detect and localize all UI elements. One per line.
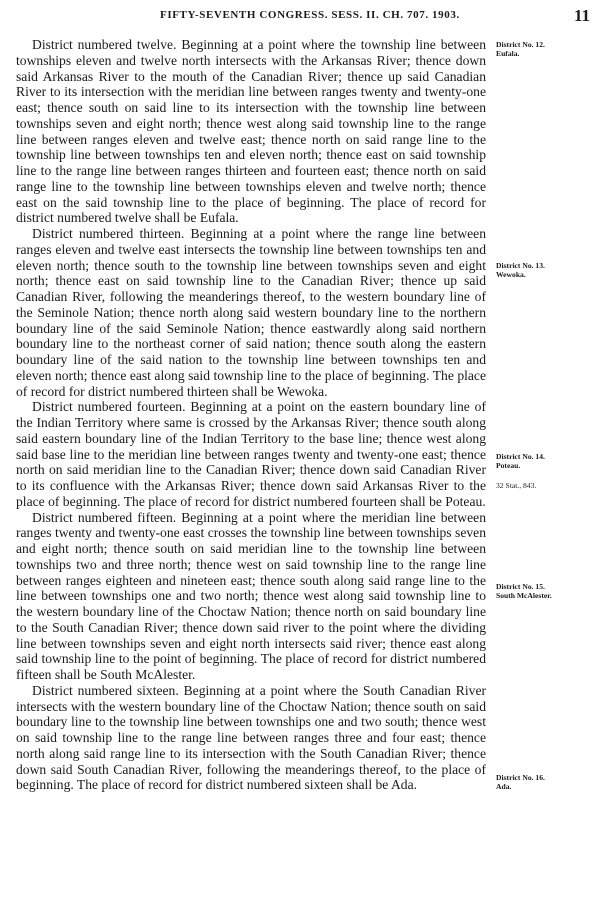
margin-notes [496, 0, 596, 916]
margin-note-district: District No. 12. [496, 40, 545, 49]
margin-note-place: South McAlester. [496, 591, 552, 600]
margin-note-district-16 [496, 773, 545, 791]
margin-note-place: Eufala. [496, 49, 520, 58]
body-text [16, 37, 486, 793]
margin-note-district-14 [496, 452, 545, 470]
margin-note-district: District No. 15. [496, 582, 545, 591]
margin-note-district-15 [496, 582, 552, 600]
margin-note-district-13 [496, 261, 545, 279]
paragraph-district-12: District numbered twelve. Beginning at a point where the township line between townships eleven and twelve north intersects with the Arkansas River; thence down said Arkansas River to the mouth of the Canadian River; thence up said Canadian River to its intersection with the meridian line between ranges twenty and twenty-one east; thence south on said line to its intersection with the township line between townships seven and eight north; thence west along said township line to the range line between ranges eleven and twelve east; thence north on said range line to the township line between townships ten and eleven north; thence east on said township line to the range line between ranges thirteen and fourteen east; thence north on said range line to the township line between townships eleven and twelve north; thence east on the said township line to the place of beginning. The place of record for district numbered twelve shall be Eufala. [16, 37, 486, 226]
page-number: 11 [573, 6, 590, 25]
running-head: FIFTY-SEVENTH CONGRESS. SESS. II. CH. 707. 1903. [160, 9, 460, 21]
margin-note-place: Ada. [496, 782, 512, 791]
margin-note-place: Wewoka. [496, 270, 526, 279]
paragraph-district-14: District numbered fourteen. Beginning at a point on the eastern boundary line of the Indian Territory where same is crossed by the Arkansas River; thence south along said eastern boundary line of the Indian Territory to the base line; thence west along said base line to the meridian line between ranges twenty and twenty-one east; thence north on said meridian line to the Canadian River; thence down said Canadian River to its confluence with the Arkansas River; thence down said Arkansas River to the place of beginning. The place of record for district numbered fourteen shall be Poteau. [16, 399, 486, 509]
margin-note-district: District No. 13. [496, 261, 545, 270]
paragraph-district-13: District numbered thirteen. Beginning at a point where the range line between ranges eleven and twelve east intersects the township line between townships ten and eleven north; thence south to the township line between townships seven and eight north; thence east on said township line to the Canadian River; thence up said Canadian River, following the meanderings thereof, to the western boundary line of the Seminole Nation; thence north along said western boundary line to the northern boundary line of the said Seminole Nation; thence eastwardly along said northern boundary line to the northeast corner of said nation; thence south along the eastern boundary line of the said nation to the township line between townships ten and eleven north; thence east along said township line to the place of beginning. The place of record for district numbered thirteen shall be Wewoka. [16, 226, 486, 399]
paragraph-district-15: District numbered fifteen. Beginning at a point where the meridian line between ranges twenty and twenty-one east crosses the township line between townships seven and eight north; thence south on said meridian line to the township line between townships two and three north; thence west on said township line to the range line between ranges eighteen and nineteen east; thence south along said range line to the line between townships one and two north; thence west along said township line to the western boundary line of the Choctaw Nation; thence north on said boundary line to the South Canadian River; thence down said river to the point where the dividing line between townships seven and eight north intersects said river; thence east along said township line to the point of beginning. The place of record for district numbered fifteen shall be South McAlester. [16, 509, 486, 682]
paragraph-district-16: District numbered sixteen. Beginning at a point where the South Canadian River intersects with the western boundary line of the Choctaw Nation; thence south on said boundary line to the township line between townships one and two south; thence west on said township line to the range line between ranges three and four east; thence north along said range line to its intersection with the South Canadian River; thence down said South Canadian River, following the meanderings thereof, to the place of beginning. The place of record for district numbered sixteen shall be Ada. [16, 682, 486, 793]
margin-note-district: District No. 16. [496, 773, 545, 782]
statute-citation: 32 Stat., 843. [496, 481, 537, 490]
margin-note-place: Poteau. [496, 461, 521, 470]
margin-note-district: District No. 14. [496, 452, 545, 461]
margin-note-district-12 [496, 40, 545, 58]
